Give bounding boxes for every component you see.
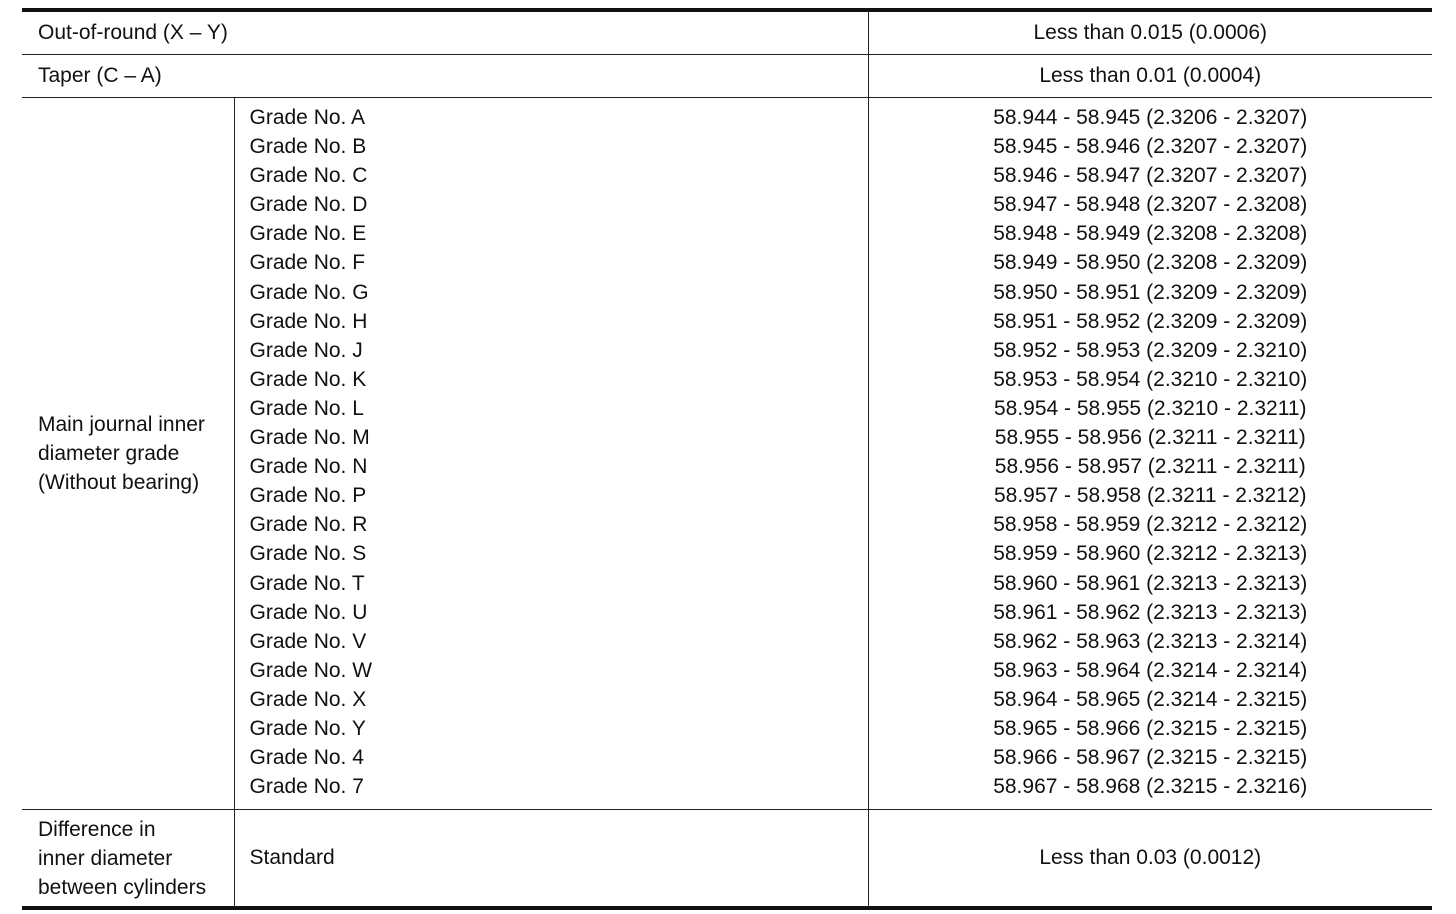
grade-range-value: 58.967 - 58.968 (2.3215 - 2.3216) <box>993 775 1308 799</box>
grade-range-value: 58.966 - 58.967 (2.3215 - 2.3215) <box>993 746 1308 770</box>
taper-row <box>22 55 1432 98</box>
grade-name: Grade No. 4 <box>249 746 364 770</box>
grade-label-line: Main journal inner <box>38 413 205 437</box>
grade-name: Grade No. H <box>249 309 368 333</box>
grade-name: Grade No. F <box>249 251 366 275</box>
grade-range-value: 58.958 - 58.959 (2.3212 - 2.3212) <box>993 513 1308 537</box>
grade-range-value: 58.944 - 58.945 (2.3206 - 2.3207) <box>993 106 1308 129</box>
grade-name: Grade No. P <box>249 484 367 508</box>
difference-value: Less than 0.03 (0.0012) <box>868 810 1432 909</box>
grade-range-value: 58.954 - 58.955 (2.3210 - 2.3211) <box>993 396 1307 420</box>
grade-range-value: 58.945 - 58.946 (2.3207 - 2.3207) <box>993 135 1308 159</box>
grade-name-list <box>234 98 868 810</box>
grade-name: Grade No. L <box>249 396 364 420</box>
grade-range-value: 58.948 - 58.949 (2.3208 - 2.3208) <box>993 222 1308 246</box>
grade-name: Grade No. K <box>249 367 367 391</box>
grade-name: Grade No. C <box>249 164 368 188</box>
grade-name: Grade No. M <box>249 426 370 450</box>
grade-range-value: 58.963 - 58.964 (2.3214 - 2.3214) <box>993 658 1308 682</box>
grade-name: Grade No. J <box>249 338 363 362</box>
grade-name: Grade No. W <box>249 658 373 682</box>
grade-label <box>22 98 234 810</box>
grade-range-value: 58.959 - 58.960 (2.3212 - 2.3213) <box>993 542 1308 566</box>
grade-name: Grade No. G <box>249 280 369 304</box>
grade-range-value: 58.946 - 58.947 (2.3207 - 2.3207) <box>993 164 1308 188</box>
grade-range-value: 58.953 - 58.954 (2.3210 - 2.3210) <box>993 367 1308 391</box>
taper-label: Taper (C – A) <box>22 55 868 98</box>
taper-value: Less than 0.01 (0.0004) <box>868 55 1432 98</box>
grade-name: Grade No. V <box>249 629 367 653</box>
grade-name: Grade No. U <box>249 600 368 624</box>
grade-label-line: (Without bearing) <box>38 471 200 495</box>
difference-label-line: inner diameter <box>38 846 173 870</box>
grade-name: Grade No. B <box>249 135 367 159</box>
grade-name: Grade No. X <box>249 687 367 711</box>
grade-label-line: diameter grade <box>38 442 180 466</box>
grade-name: Grade No. R <box>249 513 368 537</box>
difference-label <box>22 810 234 909</box>
grade-name: Grade No. E <box>249 222 367 246</box>
grade-range-value: 58.956 - 58.957 (2.3211 - 2.3211) <box>994 455 1306 479</box>
grade-range-value: 58.951 - 58.952 (2.3209 - 2.3209) <box>993 309 1308 333</box>
out-of-round-row <box>22 10 1432 55</box>
grade-range-value: 58.960 - 58.961 (2.3213 - 2.3213) <box>993 571 1308 595</box>
out-of-round-value: Less than 0.015 (0.0006) <box>868 10 1432 55</box>
grade-name: Grade No. T <box>249 571 365 595</box>
difference-sublabel: Standard <box>234 810 868 909</box>
difference-row <box>22 810 1432 909</box>
grade-range-value: 58.964 - 58.965 (2.3214 - 2.3215) <box>993 687 1308 711</box>
grade-range-value: 58.949 - 58.950 (2.3208 - 2.3209) <box>993 251 1308 275</box>
grade-name: Grade No. 7 <box>249 775 364 799</box>
grade-range-value: 58.962 - 58.963 (2.3213 - 2.3214) <box>993 629 1308 653</box>
grade-name: Grade No. S <box>249 542 367 566</box>
journal-spec-table <box>22 8 1432 910</box>
grade-name: Grade No. Y <box>249 716 366 740</box>
grade-row <box>22 98 1432 810</box>
difference-label-line: between cylinders <box>38 875 207 899</box>
grade-name: Grade No. N <box>249 455 368 479</box>
grade-name: Grade No. A <box>249 106 366 129</box>
difference-label-line: Difference in <box>38 817 156 841</box>
out-of-round-label: Out-of-round (X – Y) <box>22 10 868 55</box>
grade-range-value: 58.955 - 58.956 (2.3211 - 2.3211) <box>994 426 1306 450</box>
grade-range-value: 58.965 - 58.966 (2.3215 - 2.3215) <box>993 716 1308 740</box>
grade-range-value: 58.957 - 58.958 (2.3211 - 2.3212) <box>993 484 1307 508</box>
grade-name: Grade No. D <box>249 193 368 217</box>
grade-value-list <box>868 98 1432 810</box>
grade-range-value: 58.950 - 58.951 (2.3209 - 2.3209) <box>993 280 1308 304</box>
grade-range-value: 58.952 - 58.953 (2.3209 - 2.3210) <box>993 338 1308 362</box>
grade-range-value: 58.947 - 58.948 (2.3207 - 2.3208) <box>993 193 1308 217</box>
grade-range-value: 58.961 - 58.962 (2.3213 - 2.3213) <box>993 600 1308 624</box>
